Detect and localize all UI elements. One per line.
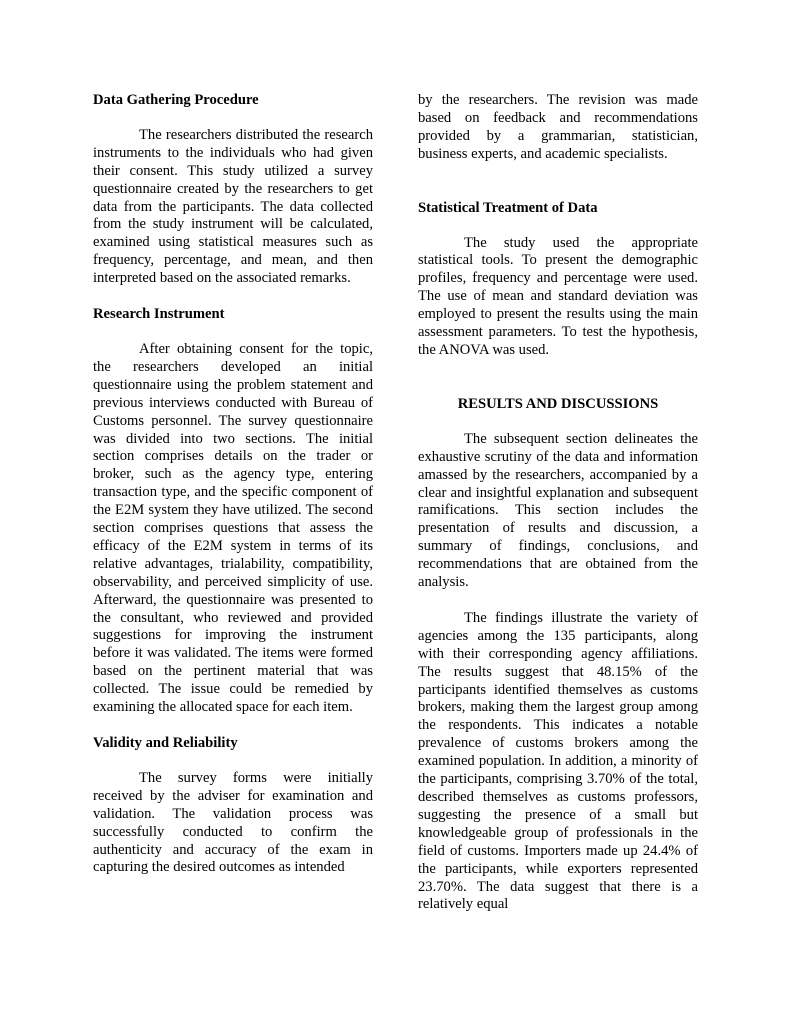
spacer (93, 288, 373, 306)
heading-research-instrument: Research Instrument (93, 306, 225, 323)
spacer (93, 717, 373, 735)
spacer (418, 592, 698, 610)
spacer (418, 360, 698, 396)
spacer (418, 414, 698, 431)
paragraph-validity-reliability: The survey forms were initially received by the adviser for examination and validation. The validation process was successfully conducted to confirm the authenticity and accuracy of the exam in capturing the desired outcomes as intended (93, 769, 373, 876)
paragraph-results-findings: The findings illustrate the variety of agencies among the 135 participants, along with their corresponding agency affiliations. The results suggest that 48.15% of the participants identified themselves as customs brokers, making them the largest group among the respondents. This indicates a notable prevalence of customs brokers among the examined population. In addition, a minority of the participants, comprising 3.70% of the total, described themselves as customs professors, suggesting the presence of a small but knowledgeable group of professionals in the field of customs. Importers made up 24.4% of the participants, while exporters represented 23.70%. The data suggest that there is a relatively equal (418, 609, 698, 913)
spacer (418, 218, 698, 235)
left-column (93, 92, 373, 877)
heading-data-gathering-procedure: Data Gathering Procedure (93, 92, 259, 108)
spacer (93, 753, 373, 770)
spacer (93, 110, 373, 127)
heading-results-discussions: RESULTS AND DISCUSSIONS (457, 395, 659, 412)
heading-validity-reliability: Validity and Reliability (93, 735, 238, 751)
heading-statistical-treatment: Statistical Treatment of Data (418, 199, 598, 216)
paragraph-results-intro: The subsequent section delineates the exhaustive scrutiny of the data and information amassed by the researchers, accompanied by a clear and insightful explanation and subsequent ramifications. This section includes the presentation of results and discussion, a summary of findings, conclusions, and recommendations that are obtained from the analysis. (418, 430, 698, 591)
paragraph-data-gathering: The researchers distributed the research instruments to the individuals who had given their consent. This study utilized a survey questionnaire created by the researchers to get data from the participants. The data collected from the study instrument will be calculated, examined using statistical measures such as frequency, percentage, and mean, and then interpreted based on the associated remarks. (93, 126, 373, 287)
paragraph-statistical-treatment: The study used the appropriate statistical tools. To present the demographic profiles, frequency and percentage were used. The use of mean and standard deviation was employed to present the results using the main assessment parameters. To test the hypothesis, the ANOVA was used. (418, 234, 698, 358)
spacer (418, 164, 698, 200)
spacer (93, 324, 373, 341)
right-column (418, 92, 698, 914)
paragraph-continuation: by the researchers. The revision was made based on feedback and recommendations provided by a grammarian, statistician, business experts, and academic specialists. (418, 92, 698, 162)
paragraph-research-instrument: After obtaining consent for the topic, the researchers developed an initial questionnaire using the problem statement and previous interviews conducted with Bureau of Customs personnel. The survey questionnaire was divided into two sections. The initial section comprises details on the trader or broker, such as the agency type, entering transaction type, and the specific component of the E2M system they have utilized. The second section comprises questions that assess the efficacy of the E2M system in terms of its relative advantages, trialability, compatibility, observability, and perceived simplicity of use. Afterward, the questionnaire was presented to the consultant, who reviewed and provided suggestions for improving the instrument before it was validated. The items were formed based on the pertinent material that was collected. The issue could be remedied by examining the allocated space for each item. (93, 340, 373, 716)
